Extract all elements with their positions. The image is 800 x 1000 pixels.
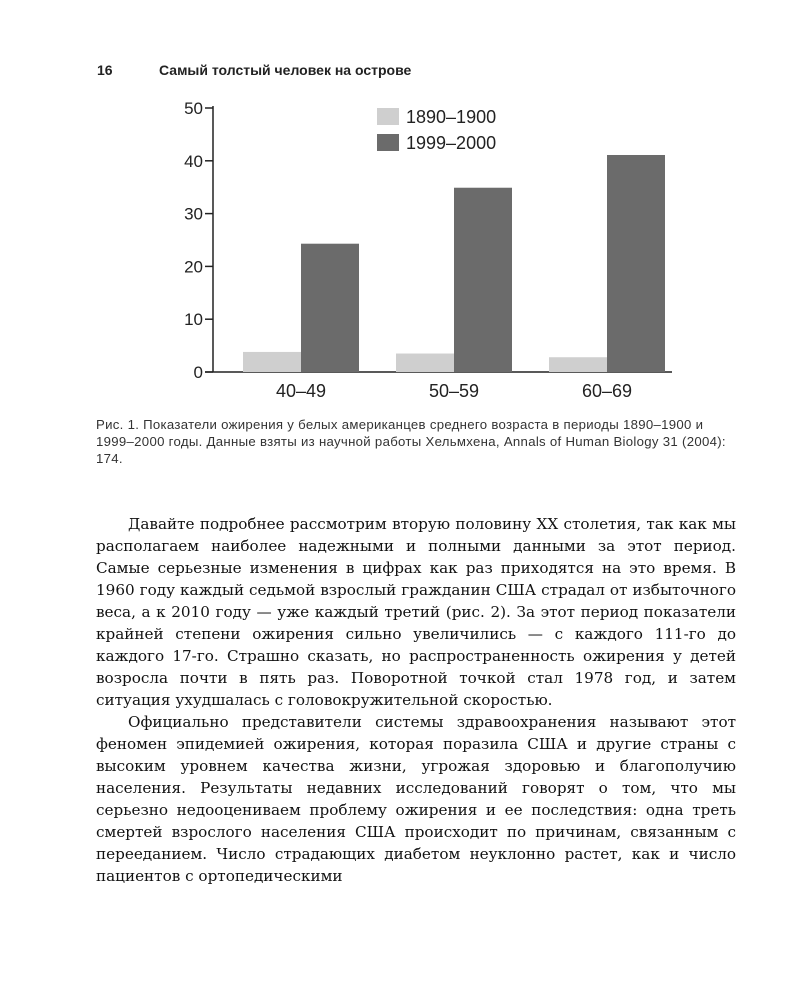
y-tick-label: 0 (193, 363, 203, 382)
bar-late-2 (454, 188, 512, 372)
bar-early-1 (243, 352, 301, 372)
bar-late-1 (301, 244, 359, 372)
figure-caption: Рис. 1. Показатели ожирения у белых американцев среднего возраста в периоды 1890–1900 и 1999–2000 годы. Данные взяты из научной работы Хельмхена, Annals of Human Biology 31 (2004): 174. (96, 417, 726, 466)
legend-swatch (377, 134, 399, 151)
y-tick-label: 20 (184, 257, 203, 277)
legend-swatch (377, 108, 399, 125)
chart-legend (377, 107, 496, 153)
legend-label: 1999–2000 (406, 133, 497, 153)
page-number: 16 (97, 62, 113, 78)
obesity-bar-chart (0, 0, 800, 410)
x-category-label: 40–49 (275, 381, 327, 401)
y-tick-label: 50 (184, 99, 203, 118)
y-tick-label: 40 (184, 151, 203, 171)
paragraph-1: Давайте подробнее рассмотрим вторую половину XX столетия, так как мы располагаем наиболее надежными и полными данными за этот период. Самые серьезные изменения в цифрах как раз приходятся на это время. В 1960 году каждый седьмой взрослый гражданин США страдал от избыточного веса, а к 2010 году — уже каждый третий (рис. 2). За этот период показатели крайней степени ожирения сильно увеличились — с каждого 111-го до каждого 17-го. Страшно сказать, но распространенность ожирения у детей возросла почти в пять раз. Поворотной точкой стал 1978 год, и затем ситуация ухудшалась с головокружительной скоростью. (96, 515, 736, 709)
running-title: Самый толстый человек на острове (159, 62, 412, 78)
body-text (96, 513, 736, 887)
bar-early-3 (549, 357, 607, 372)
bar-late-3 (607, 155, 665, 372)
bar-early-2 (396, 354, 454, 372)
paragraph-2: Официально представители системы здравоохранения называют этот феномен эпидемией ожирения, которая поразила США и другие страны с высоким уровнем качества жизни, угрожая здоровью и благополучию населения. Результаты недавних исследований говорят о том, что мы серьезно недооцениваем проблему ожирения и ее последствия: одна треть смертей взрослого населения США происходит по причинам, связанным с перееданием. Число страдающих диабетом неуклонно растет, как и число пациентов с ортопедическими (96, 713, 736, 885)
y-tick-label: 30 (184, 204, 203, 224)
chart-bars (243, 155, 665, 372)
y-tick-label: 10 (184, 310, 203, 330)
legend-label: 1890–1900 (406, 107, 497, 127)
x-category-label: 50–59 (428, 381, 480, 401)
x-category-label: 60–69 (581, 381, 633, 401)
